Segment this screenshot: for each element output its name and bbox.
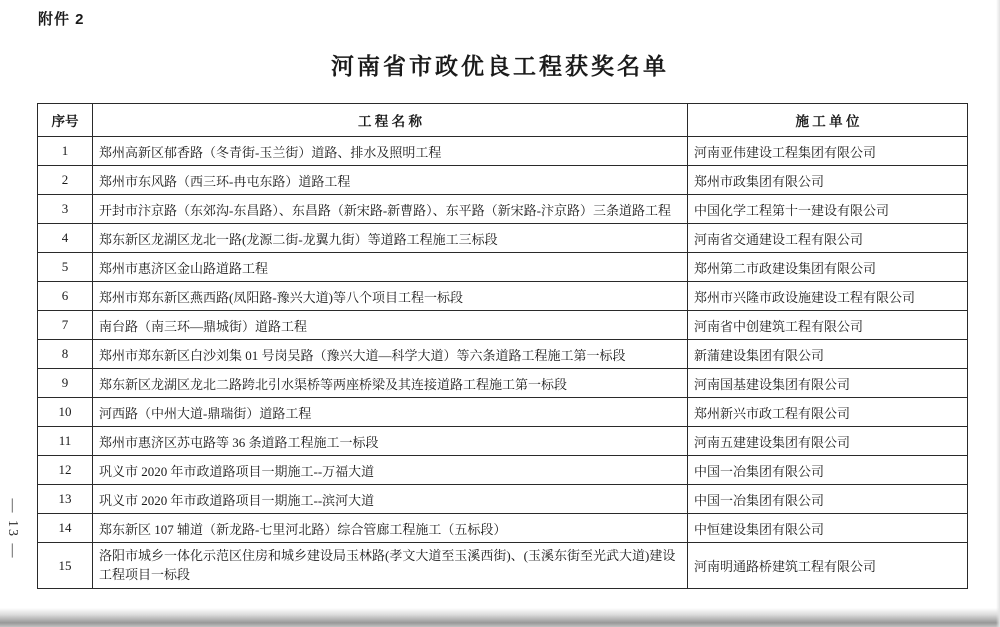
cell-project: 郑州市惠济区苏屯路等 36 条道路工程施工一标段 (93, 427, 688, 456)
cell-index: 3 (38, 195, 93, 224)
col-header-index: 序号 (38, 104, 93, 137)
table-row (38, 340, 968, 369)
cell-project: 巩义市 2020 年市政道路项目一期施工--万福大道 (93, 456, 688, 485)
col-header-unit: 施 工 单 位 (688, 104, 968, 137)
cell-unit: 中国化学工程第十一建设有限公司 (688, 195, 968, 224)
table-row (38, 485, 968, 514)
cell-unit: 中国一冶集团有限公司 (688, 485, 968, 514)
cell-project: 巩义市 2020 年市政道路项目一期施工--滨河大道 (93, 485, 688, 514)
table-row (38, 398, 968, 427)
table-row (38, 253, 968, 282)
cell-project: 郑东新区 107 辅道（新龙路-七里河北路）综合管廊工程施工（五标段） (93, 514, 688, 543)
cell-project: 郑东新区龙湖区龙北二路跨北引水渠桥等两座桥梁及其连接道路工程施工第一标段 (93, 369, 688, 398)
cell-project: 郑州市郑东新区白沙刘集 01 号岗吴路（豫兴大道—科学大道）等六条道路工程施工第一标段 (93, 340, 688, 369)
table-row (38, 195, 968, 224)
cell-project: 河西路（中州大道-鼎瑞街）道路工程 (93, 398, 688, 427)
cell-project: 郑州市郑东新区燕西路(凤阳路-豫兴大道)等八个项目工程一标段 (93, 282, 688, 311)
cell-project: 南台路（南三环—鼎城街）道路工程 (93, 311, 688, 340)
cell-unit: 河南国基建设集团有限公司 (688, 369, 968, 398)
cell-unit: 郑州第二市政建设集团有限公司 (688, 253, 968, 282)
cell-index: 14 (38, 514, 93, 543)
cell-unit: 河南省中创建筑工程有限公司 (688, 311, 968, 340)
cell-index: 13 (38, 485, 93, 514)
table-header-row (38, 104, 968, 137)
cell-index: 4 (38, 224, 93, 253)
cell-unit: 郑州新兴市政工程有限公司 (688, 398, 968, 427)
cell-project: 洛阳市城乡一体化示范区住房和城乡建设局玉林路(孝文大道至玉溪西街)、(玉溪东街至光武大道)建设工程项目一标段 (93, 543, 688, 589)
table-row (38, 543, 968, 589)
scan-edge-right (996, 0, 1000, 627)
cell-index: 10 (38, 398, 93, 427)
cell-unit: 河南五建建设集团有限公司 (688, 427, 968, 456)
cell-index: 2 (38, 166, 93, 195)
cell-project: 郑州高新区郁香路（冬青街-玉兰街）道路、排水及照明工程 (93, 137, 688, 166)
table-row (38, 166, 968, 195)
cell-index: 11 (38, 427, 93, 456)
cell-index: 9 (38, 369, 93, 398)
cell-project: 开封市汴京路（东郊沟-东昌路）、东昌路（新宋路-新曹路）、东平路（新宋路-汴京路）三条道路工程 (93, 195, 688, 224)
scan-edge-bottom (0, 608, 1000, 627)
cell-index: 12 (38, 456, 93, 485)
cell-unit: 中恒建设集团有限公司 (688, 514, 968, 543)
page-title: 河南省市政优良工程获奖名单 (331, 53, 669, 79)
table-row (38, 427, 968, 456)
cell-project: 郑东新区龙湖区龙北一路(龙源二街-龙翼九街）等道路工程施工三标段 (93, 224, 688, 253)
cell-project: 郑州市东风路（西三环-冉屯东路）道路工程 (93, 166, 688, 195)
table-row (38, 514, 968, 543)
awards-table (37, 103, 968, 589)
table-row (38, 282, 968, 311)
cell-index: 6 (38, 282, 93, 311)
cell-index: 5 (38, 253, 93, 282)
cell-unit: 郑州市兴隆市政设施建设工程有限公司 (688, 282, 968, 311)
cell-index: 7 (38, 311, 93, 340)
cell-unit: 郑州市政集团有限公司 (688, 166, 968, 195)
cell-unit: 中国一冶集团有限公司 (688, 456, 968, 485)
table-row (38, 137, 968, 166)
table-row (38, 456, 968, 485)
cell-unit: 新蒲建设集团有限公司 (688, 340, 968, 369)
page-number: — 13 — (5, 498, 20, 560)
cell-unit: 河南明通路桥建筑工程有限公司 (688, 543, 968, 589)
table-row (38, 224, 968, 253)
cell-index: 15 (38, 543, 93, 589)
table-row (38, 311, 968, 340)
cell-unit: 河南省交通建设工程有限公司 (688, 224, 968, 253)
cell-index: 8 (38, 340, 93, 369)
cell-unit: 河南亚伟建设工程集团有限公司 (688, 137, 968, 166)
cell-index: 1 (38, 137, 93, 166)
col-header-project: 工 程 名 称 (93, 104, 688, 137)
attachment-label: 附件 2 (38, 11, 85, 28)
cell-project: 郑州市惠济区金山路道路工程 (93, 253, 688, 282)
table-row (38, 369, 968, 398)
